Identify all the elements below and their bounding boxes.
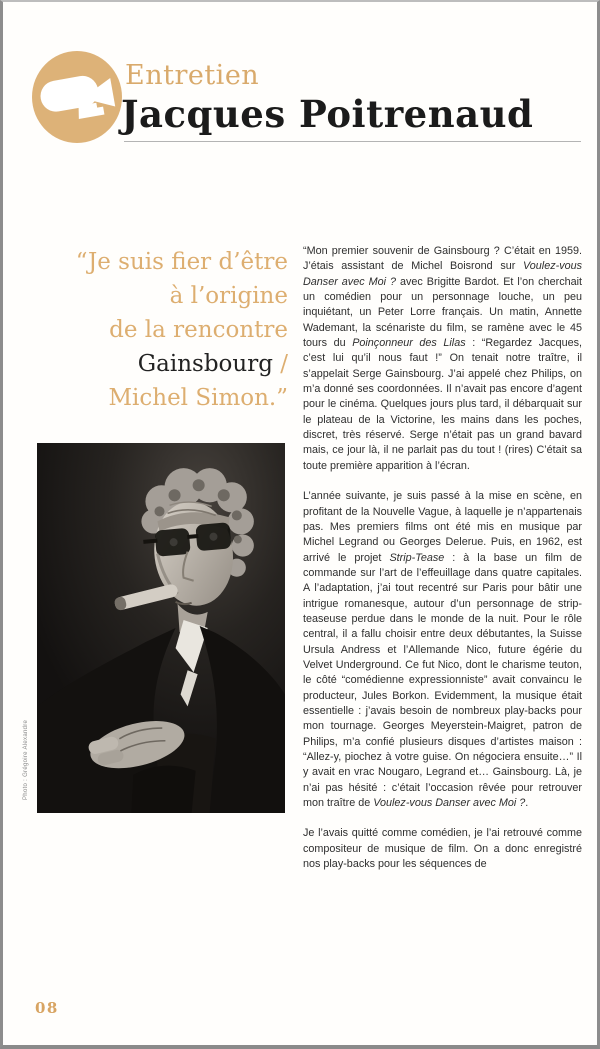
photo-credit: Photo : Grégoire Alexandre bbox=[23, 719, 29, 800]
article-paragraph: Je l’avais quitté comme comédien, je l’ai retrouvé comme compositeur de musique de film. On a donc enregistré nos play-backs pour les séquences de bbox=[303, 827, 582, 871]
pull-quote bbox=[21, 245, 288, 415]
pull-quote-line: de la rencontre bbox=[109, 317, 288, 343]
article-paragraph: “Mon premier souvenir de Gainsbourg ? C’était en 1959. J’étais assistant de Michel Boisrond sur Voulez-vous Danser avec Moi ? avec Brigitte Bardot. Et l’on cherchait un comédien pour un personnage louche, un peu inquiétant, un Peter Lorre français. Un matin, Annette Wademant, la scénariste du film, se ramène avec le 45 tours du Poinçonneur des Lilas : “Regardez Jacques, c’est lui qu’il nous faut !” On tenait notre traître, il s’appelait Serge Gainsbourg. J’ai appelé chez Philips, on m’a donné ses coordonnées. Il n’avait pas encore d’agent pour le cinéma. Quelques jours plus tard, il débarquait sur le plateau de la Victorine, les mains dans les poches, discret, très réservé. Serge n’était pas un grand bavard mais, ce jour là, il ne parlait pas du tout ! (rires) C’était sa toute première apparition à l’écran. bbox=[303, 245, 582, 472]
pull-quote-line: Gainsbourg / bbox=[137, 351, 288, 377]
movie-camera-icon bbox=[31, 51, 123, 143]
pull-quote-line: Michel Simon.” bbox=[108, 385, 288, 411]
portrait-photo bbox=[37, 443, 285, 813]
pull-quote-line: “Je suis fier d’être bbox=[75, 249, 288, 275]
title-divider bbox=[124, 141, 581, 142]
page-title: Jacques Poitrenaud bbox=[121, 92, 534, 136]
section-kicker: Entretien bbox=[125, 60, 260, 91]
pull-quote-line: à l’origine bbox=[169, 283, 288, 309]
article-paragraph: L’année suivante, je suis passé à la mise en scène, en profitant de la Nouvelle Vague, à laquelle je n’appartenais pas. Mes premiers films ont été mis en musique par Michel Legrand ou Georges Delerue. Puis, en 1962, est arrivé le projet Strip-Tease : à la base un film de commande sur l’art de l’effeuillage dans quatre capitales. A l’adaptation, j’ai tout recentré sur Paris pour bâtir une intrigue romanesque, autour d’un personnage de strip-teaseuse perdue dans le monde de la nuit. Pour le rôle central, il a fallu choisir entre deux débutantes, la Suisse Ursula Andress et l’Allemande Nico, future égérie du Velvet Underground. Ce fut Nico, dont le charisme teuton, le côté “comédienne expressionniste” avait convaincu le producteur, Jules Borkon. Evidemment, la musique était essentielle : j’avais besoin de nombreux play-backs pour mon tournage. Georges Meyerstein-Maigret, patron de Philips, m’a confié plusieurs disques d’artistes maison : “Allez-y, piochez à votre guise. On négociera ensuite…” Il y avait en vrac Nougaro, Legrand et… Gainsbourg. Là, je n’ai pas hésité : c’était l’occasion rêvée pour retrouver mon traître de Voulez-vous Danser avec Moi ?. bbox=[303, 490, 582, 810]
page-number: 08 bbox=[35, 999, 59, 1017]
article-body bbox=[303, 244, 582, 887]
